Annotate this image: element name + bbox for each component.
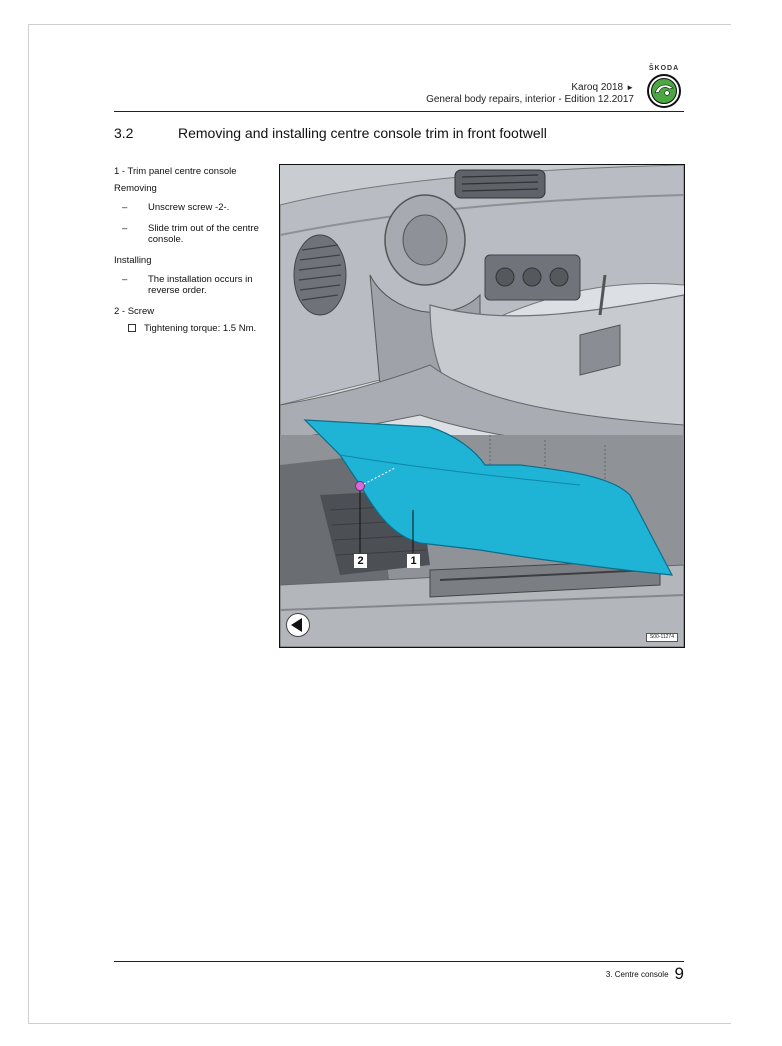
dash-bullet: – — [122, 274, 128, 285]
section-heading — [114, 124, 684, 142]
page-number: 9 — [674, 964, 684, 983]
dash-bullet: – — [122, 223, 128, 234]
checkbox-bullet-icon — [128, 324, 136, 332]
skoda-logo-icon — [647, 74, 681, 108]
instructions-column — [114, 166, 272, 342]
removing-heading: Removing — [114, 183, 157, 194]
header-rule — [114, 111, 684, 112]
footer-chapter: 3. Centre console — [605, 969, 669, 979]
header-subtitle: General body repairs, interior - Edition 12.2017 — [426, 94, 634, 105]
header-model — [426, 82, 634, 94]
brand-logo — [640, 65, 688, 113]
step-slide-out — [114, 223, 272, 245]
figure-code: S00-11274 — [646, 633, 678, 642]
section-title: Removing and installing centre console trim in front footwell — [178, 125, 547, 141]
continue-arrow-icon: ► — [626, 83, 634, 92]
callout-2: 2 — [354, 554, 367, 568]
item-1-title: 1 - Trim panel centre console — [114, 166, 237, 177]
step-text: The installation occurs in reverse order. — [148, 274, 253, 296]
callout-1: 1 — [407, 554, 420, 568]
running-header — [426, 82, 634, 106]
page-footer — [606, 964, 684, 984]
installing-heading: Installing — [114, 255, 152, 266]
check-text: Tightening torque: 1.5 Nm. — [144, 323, 257, 334]
dashboard-illustration — [280, 165, 684, 647]
dash-bullet: – — [122, 202, 128, 213]
model-text: Karoq 2018 — [571, 82, 624, 93]
figure-illustration — [279, 164, 685, 648]
step-text: Slide trim out of the centre console. — [148, 223, 259, 245]
check-torque — [114, 323, 272, 334]
section-number: 3.2 — [114, 125, 134, 141]
step-unscrew — [114, 202, 272, 213]
direction-arrow-icon — [286, 613, 310, 637]
step-reverse — [114, 274, 272, 296]
footer-rule — [114, 961, 684, 962]
step-text: Unscrew screw -2-. — [148, 202, 230, 213]
brand-name: ŠKODA — [648, 65, 680, 72]
item-2-title: 2 - Screw — [114, 306, 155, 317]
